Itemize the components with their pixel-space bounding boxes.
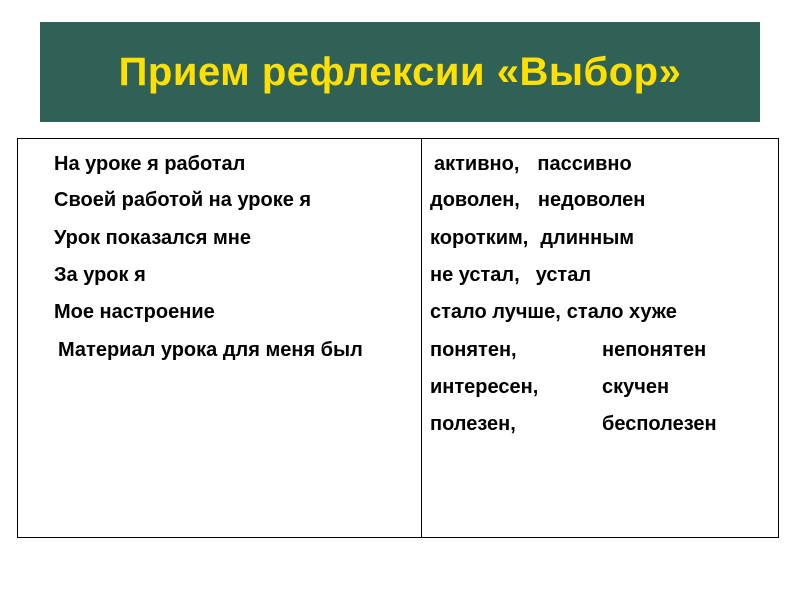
choice-pair: [434, 151, 632, 177]
statement-item: За урок я: [54, 264, 146, 286]
choice-option-first: полезен,: [430, 413, 516, 435]
choice-option-first: доволен,: [430, 189, 520, 211]
reflection-table: [17, 138, 779, 538]
choice-option-second: устал: [535, 264, 592, 286]
choice-option-second: стало хуже: [566, 301, 677, 323]
choice-option-second: непонятен: [602, 339, 707, 361]
choice-option-second: скучен: [602, 376, 670, 398]
choice-pair: [430, 187, 645, 213]
choice-option-first: понятен,: [430, 339, 517, 361]
column-divider: [421, 139, 422, 537]
choice-pair: [430, 225, 634, 251]
statement-item-text: Материал урока для меня был: [58, 339, 363, 361]
choice-option-first: коротким,: [430, 227, 529, 249]
choice-option-first: не устал,: [430, 264, 520, 286]
slide-title: Прием рефлексии «Выбор»: [118, 49, 682, 94]
choice-pair: [430, 337, 706, 363]
choice-option-first: активно,: [434, 153, 520, 175]
choice-option-first: интересен,: [430, 376, 539, 398]
title-banner: [40, 22, 760, 122]
choice-option-first: стало лучше,: [430, 301, 561, 323]
choice-option-second: недоволен: [537, 189, 646, 211]
choice-option-second: длинным: [540, 227, 635, 249]
choice-pair: [430, 262, 591, 288]
statement-item: [38, 337, 408, 363]
choice-pair: [430, 299, 677, 325]
choice-pair: [430, 411, 717, 437]
statement-item: Мое настроение: [54, 301, 215, 323]
statement-item: Урок показался мне: [54, 227, 251, 249]
choice-option-second: бесполезен: [602, 413, 717, 435]
choice-pair: [430, 374, 669, 400]
choice-option-second: пассивно: [537, 153, 632, 175]
statement-item: Своей работой на уроке я: [54, 189, 312, 211]
statement-item: На уроке я работал: [54, 153, 246, 175]
